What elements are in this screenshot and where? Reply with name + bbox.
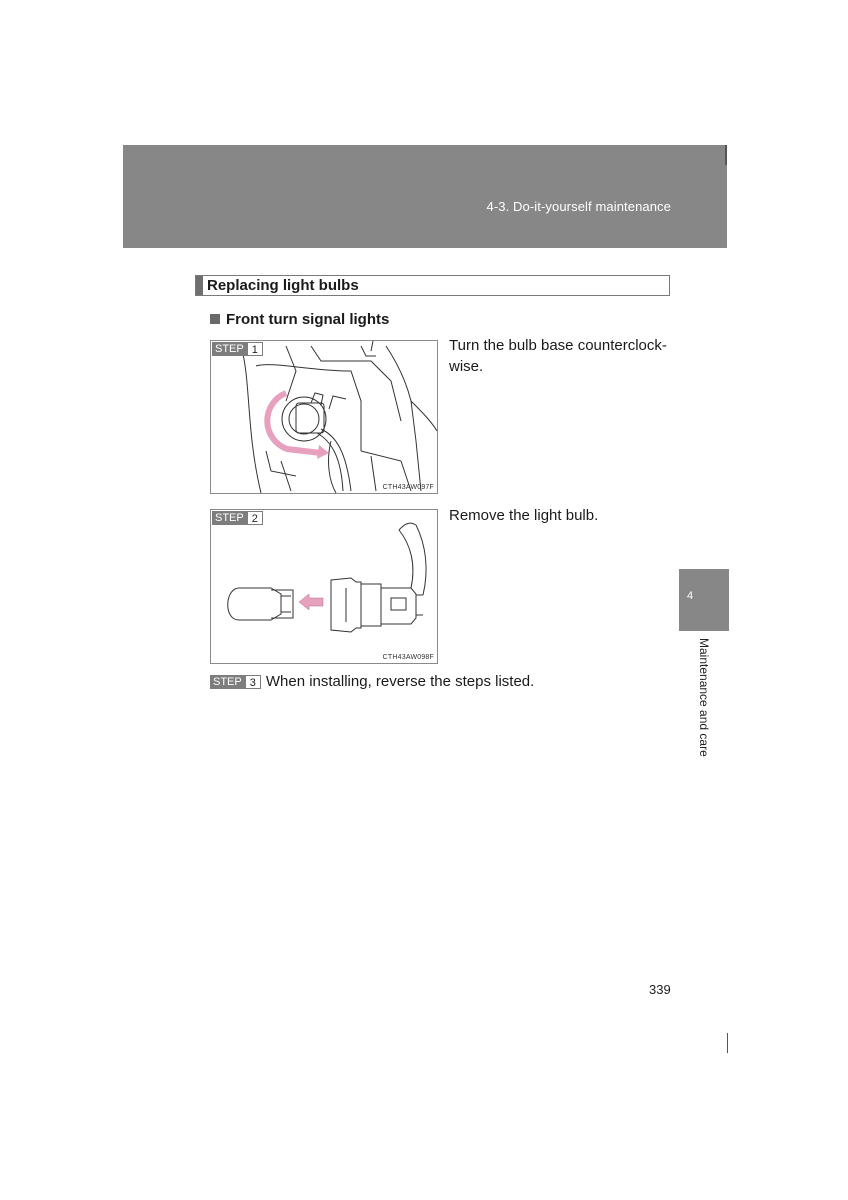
step-3-row bbox=[210, 673, 534, 690]
section-title: Replacing light bulbs bbox=[207, 277, 359, 294]
step-3-number: 3 bbox=[245, 675, 261, 689]
square-bullet-icon bbox=[210, 314, 220, 324]
step-1-label: STEP bbox=[212, 342, 247, 356]
figure-step-1 bbox=[210, 340, 438, 494]
removal-arrow bbox=[299, 594, 323, 610]
step-1-text: Turn the bulb base counterclock- wise. bbox=[449, 337, 667, 375]
step-1-number: 1 bbox=[247, 342, 263, 356]
header-section-title: 4-3. Do-it-yourself maintenance bbox=[486, 199, 671, 214]
headlight-housing-illustration bbox=[211, 341, 438, 494]
step-2-label: STEP bbox=[212, 511, 247, 525]
bulb-removal-illustration bbox=[211, 510, 438, 664]
subsection-heading bbox=[210, 311, 389, 328]
chapter-number: 4 bbox=[687, 590, 694, 602]
page-number: 339 bbox=[649, 982, 671, 997]
figure-step-2 bbox=[210, 509, 438, 664]
figure-2-code: CTH43AW098F bbox=[382, 654, 434, 661]
header-edge-mark bbox=[725, 145, 727, 165]
section-heading-box bbox=[195, 275, 670, 296]
step-2-text: Remove the light bulb. bbox=[449, 507, 599, 524]
subsection-title: Front turn signal lights bbox=[226, 311, 390, 328]
step-1-tag bbox=[212, 342, 263, 356]
step-3-label: STEP bbox=[210, 675, 245, 689]
header-band bbox=[123, 145, 727, 248]
step-2-number: 2 bbox=[247, 511, 263, 525]
chapter-label: Maintenance and care bbox=[697, 638, 711, 757]
step-3-text: When installing, reverse the steps listed. bbox=[265, 673, 535, 690]
section-heading-bar bbox=[196, 276, 203, 295]
step-2-tag bbox=[212, 511, 263, 525]
page-edge-mark bbox=[727, 1033, 728, 1053]
step-3-tag bbox=[210, 675, 261, 689]
figure-1-code: CTH43AW097F bbox=[382, 484, 434, 491]
rotation-arrowhead bbox=[317, 445, 329, 459]
chapter-tab bbox=[679, 569, 729, 631]
